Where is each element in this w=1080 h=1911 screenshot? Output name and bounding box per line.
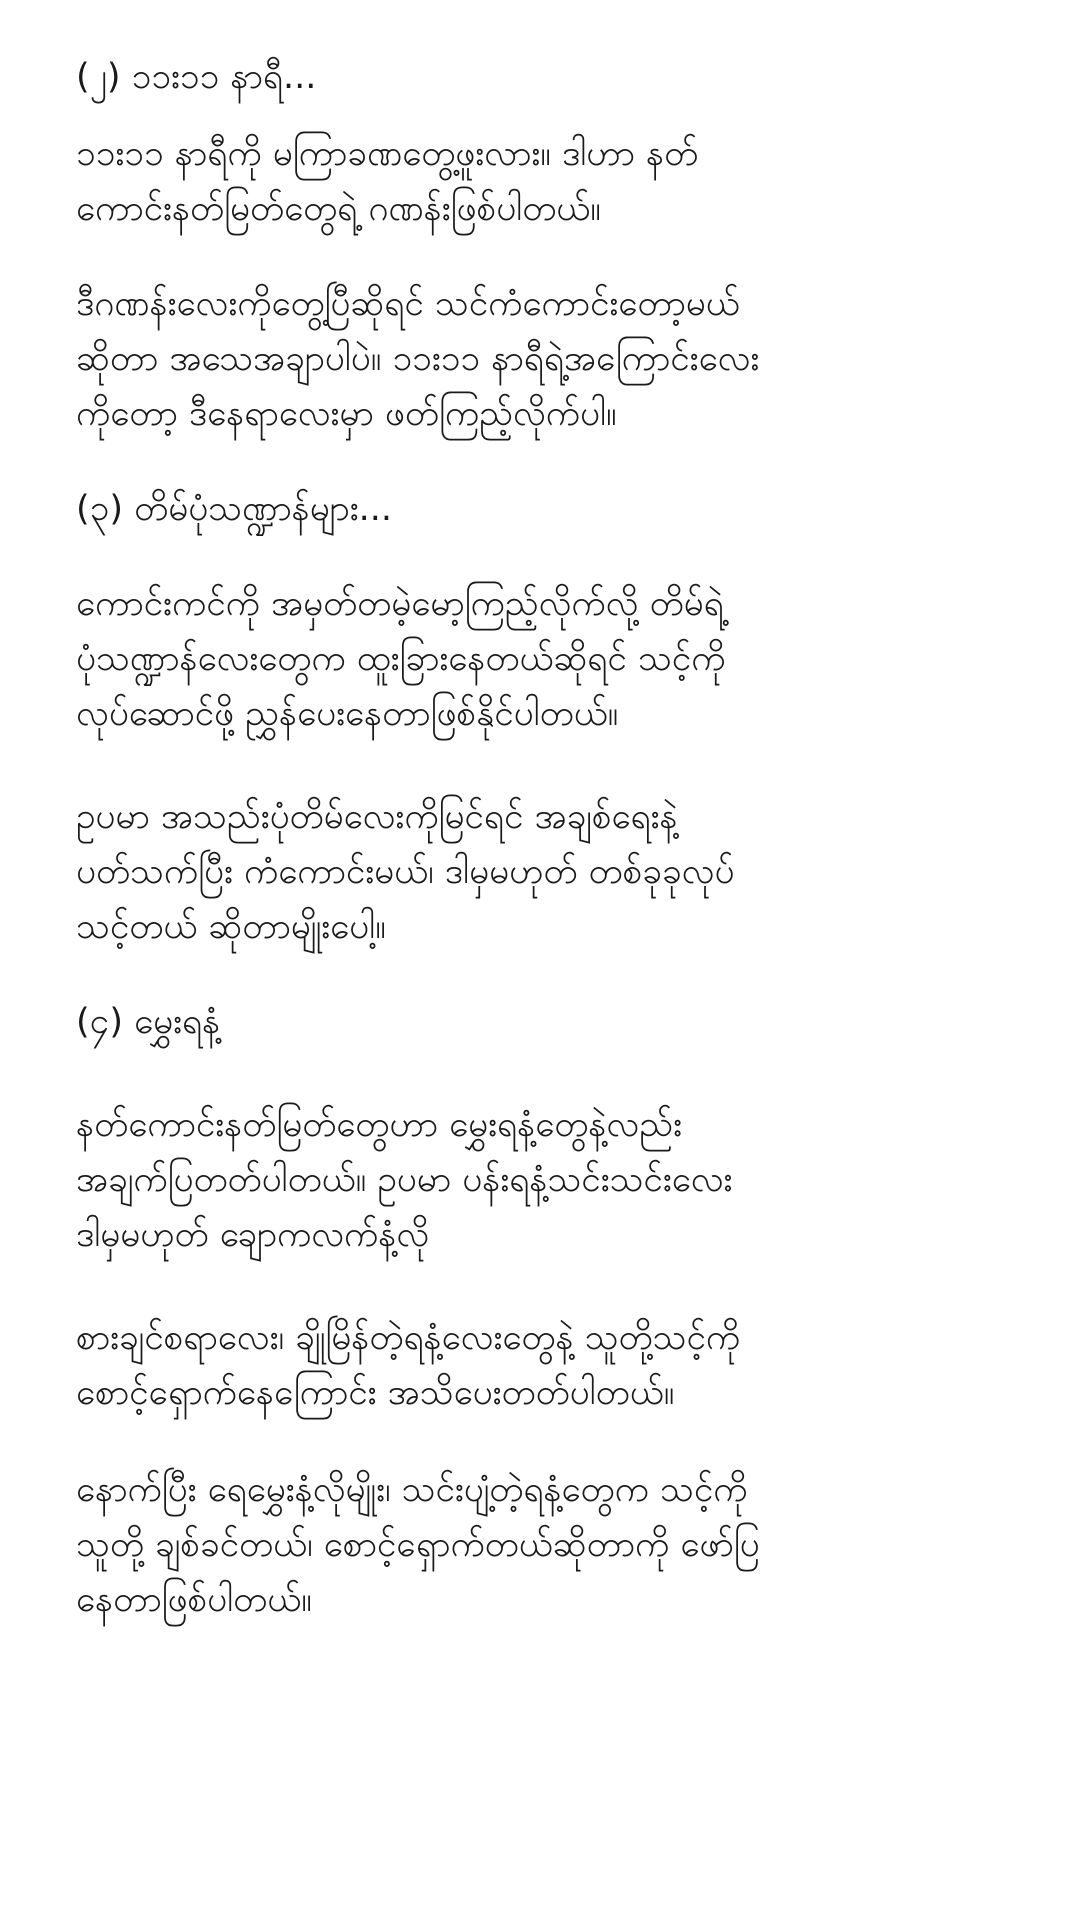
section-heading-2 <box>76 50 1018 105</box>
paragraph-line: သင့်တယ် ဆိုတာမျိုးပေါ့။ <box>76 907 386 947</box>
paragraph <box>76 790 1018 955</box>
paragraph-line: အချက်ပြတတ်ပါတယ်။ ဥပမာ ပန်းရနံ့သင်းသင်းလေး <box>76 1160 733 1200</box>
paragraph <box>76 1098 1018 1263</box>
paragraph-line: ပုံသဏ္ဍာန်လေးတွေက ထူးခြားနေတယ်ဆိုရင် သင့်ကို <box>76 639 726 679</box>
paragraph-line: စားချင်စရာလေး၊ ချိုမြိန်တဲ့ရနံ့လေးတွေနဲ့ သူတို့သင့်ကို <box>76 1318 741 1358</box>
paragraph-line: ဒါမှမဟုတ် ချောကလက်နံ့လို <box>76 1215 430 1255</box>
section-heading-3-text: (၃) တိမ်ပုံသဏ္ဍာန်များ... <box>76 489 392 529</box>
paragraph-line: ဒီဂဏန်းလေးကိုတွေ့ပြီဆိုရင် သင်ကံကောင်းတော့မယ် <box>76 284 740 324</box>
paragraph-line: လုပ်ဆောင်ဖို့ ညွှန်ပေးနေတာဖြစ်နိုင်ပါတယ်။ <box>76 694 619 734</box>
paragraph-line: ဥပမာ အသည်းပုံတိမ်လေးကိုမြင်ရင် အချစ်ရေးနဲ့ <box>76 797 678 837</box>
section-heading-3 <box>76 482 1018 537</box>
section-heading-4 <box>76 995 1018 1050</box>
paragraph-line: နောက်ပြီး ရေမွှေးနံ့လိုမျိုး၊ သင်းပျံ့တဲ့ရနံ့တွေက သင့်ကို <box>76 1470 748 1510</box>
paragraph-line: ပတ်သက်ပြီး ကံကောင်းမယ်၊ ဒါမှမဟုတ် တစ်ခုခုလုပ် <box>76 852 735 892</box>
paragraph <box>76 1311 1018 1421</box>
paragraph-line: ကိုတော့ ဒီနေရာလေးမှာ ဖတ်ကြည့်လိုက်ပါ။ <box>76 394 617 434</box>
section-heading-2-text: (၂) ၁၁း၁၁ နာရီ... <box>76 57 317 97</box>
paragraph-line: နေတာဖြစ်ပါတယ်။ <box>76 1580 312 1620</box>
paragraph-line: သူတို့ ချစ်ခင်တယ်၊ စောင့်ရှောက်တယ်ဆိုတာကို ဖော်ပြ <box>76 1525 760 1565</box>
paragraph-line: ဆိုတာ အသေအချာပါပဲ။ ၁၁း၁၁ နာရီရဲ့အကြောင်းလေး <box>76 339 760 379</box>
paragraph-line: ကောင်းနတ်မြတ်တွေရဲ့ ဂဏန်းဖြစ်ပါတယ်။ <box>76 189 601 229</box>
section-heading-4-text: (၄) မွှေးရနံ့ <box>76 1002 221 1042</box>
paragraph-line: ၁၁း၁၁ နာရီကို မကြာခဏတွေ့ဖူးလား။ ဒါဟာ နတ် <box>76 134 699 174</box>
paragraph <box>76 277 1018 442</box>
paragraph <box>76 577 1018 742</box>
paragraph-line: ကောင်းကင်ကို အမှတ်တမဲ့မော့ကြည့်လိုက်လို့ တိမ်ရဲ့ <box>76 584 724 624</box>
paragraph-line: စောင့်ရှောက်နေကြောင်း အသိပေးတတ်ပါတယ်။ <box>76 1373 675 1413</box>
paragraph-line: နတ်ကောင်းနတ်မြတ်တွေဟာ မွှေးရနံ့တွေနဲ့လည်း <box>76 1105 682 1145</box>
paragraph <box>76 1463 1018 1628</box>
paragraph <box>76 127 1018 237</box>
